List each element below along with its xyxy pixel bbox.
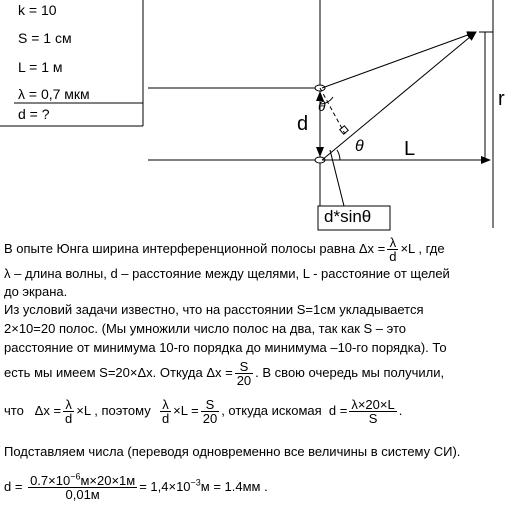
label-r: r — [498, 88, 505, 110]
p1-text: В опыте Юнга ширина интерференционной полосы равна — [4, 241, 356, 256]
f-eq1: = 1,4×10 — [139, 479, 191, 494]
p8-den4: S — [368, 411, 378, 427]
paragraph-line-2: λ – длина волны, d – расстояние между щелями, L - расстояние от щелей — [4, 266, 450, 281]
f-num-b: м×20×1м — [80, 473, 136, 489]
given-s: S = 1 см — [18, 30, 72, 46]
f-den: 0,01м — [65, 487, 100, 503]
p8-mid: ×L , поэтому — [76, 403, 151, 418]
p7-tail: . В свою очередь мы получили, — [255, 365, 445, 380]
p8-den2: d — [161, 411, 170, 427]
paragraph-line-3: до экрана. — [4, 284, 68, 299]
f-num-exp: −6 — [70, 471, 81, 482]
label-L: L — [404, 138, 416, 160]
p1-dx: Δx = — [358, 241, 386, 256]
paragraph-line-9: Подставляем числа (переводя одновременно все величины в систему СИ). — [4, 444, 461, 459]
young-experiment-diagram — [0, 0, 516, 235]
p1-den: d — [389, 249, 397, 265]
f-d: d = — [4, 479, 23, 494]
given-find: d = ? — [18, 106, 50, 122]
paragraph-line-8 — [4, 396, 402, 426]
label-theta-top: θ — [318, 98, 326, 114]
p8-fraction-3 — [201, 398, 219, 425]
final-formula — [4, 468, 268, 506]
p1-num: λ — [387, 236, 398, 250]
p8-num4: λ×20×L — [351, 397, 395, 413]
ray-top — [322, 32, 476, 88]
paragraph-line-1 — [4, 235, 445, 265]
paragraph-line-7 — [4, 358, 444, 388]
label-theta-bottom: θ — [355, 138, 364, 155]
f-num — [28, 471, 137, 489]
p7-num: S — [235, 360, 253, 374]
f-num-a: 0.7×10 — [30, 473, 71, 489]
p8-fraction-4 — [349, 398, 396, 425]
p7-fraction — [235, 360, 253, 387]
p8-den1: d — [65, 411, 73, 427]
paragraph-line-6: расстояние от минимума 10-го порядка до минимума –10-го порядка). То — [4, 340, 447, 355]
final-fraction — [28, 471, 137, 503]
paragraph-line-4: Из условий задачи известно, что на расстоянии S=1см укладывается — [4, 302, 424, 317]
p8-den3: 20 — [202, 411, 218, 427]
p8-num2: λ — [160, 398, 171, 412]
p7-den: 20 — [236, 373, 252, 389]
p8-d: d = — [328, 403, 348, 418]
label-d: d — [297, 113, 309, 135]
given-lambda: λ = 0,7 мкм — [18, 86, 90, 102]
ray-bottom — [322, 32, 476, 160]
p8-mid2: ×L = — [173, 403, 199, 418]
f-eq2: м = 1.4мм . — [200, 479, 268, 494]
f-exp2: −3 — [190, 477, 201, 488]
theta-arc-bottom — [337, 150, 340, 160]
dsin-leader — [330, 150, 344, 206]
label-dsintheta: d*sinθ — [324, 207, 372, 226]
p8-end: . — [398, 403, 403, 418]
p8-dx: Δx = — [34, 403, 62, 418]
given-l: L = 1 м — [18, 59, 63, 75]
p8-num1: λ — [63, 398, 74, 412]
p8-fraction-2 — [160, 398, 171, 425]
p8-num3: S — [201, 398, 219, 412]
p1-tail: ×L , где — [400, 241, 445, 256]
p1-fraction — [387, 236, 398, 263]
p8-text: что — [4, 403, 24, 418]
p8-fraction-1 — [63, 398, 74, 425]
p7-text: есть мы имеем S=20×Δx. Откуда — [4, 365, 203, 380]
p8-mid3: , откуда искомая — [221, 403, 322, 418]
p7-dx: Δx = — [206, 365, 233, 380]
paragraph-line-5: 2×10=20 полос. (Мы умножили число полос на два, так как S – это — [4, 321, 407, 336]
given-k: k = 10 — [18, 2, 57, 18]
